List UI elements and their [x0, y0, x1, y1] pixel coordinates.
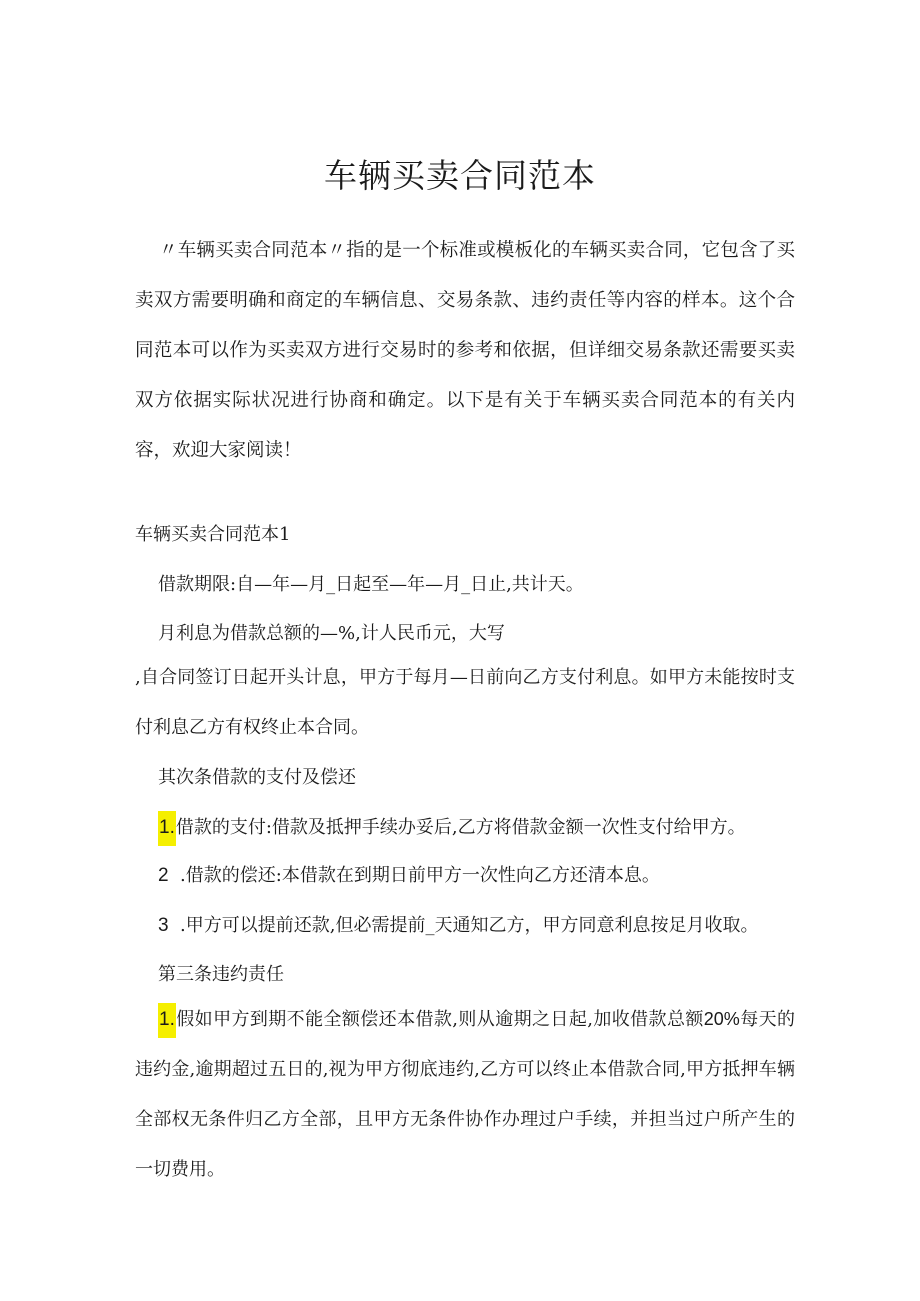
intro-paragraph: 〃车辆买卖合同范本〃指的是一个标准或模板化的车辆买卖合同，它包含了买卖双方需要明确和商定的车辆信息、交易条款、违约责任等内容的样本。这个合同范本可以作为买卖双方进行交易时的参考和依据，但详细交易条款还需要买卖双方依据实际状况进行协商和确定。以下是有关于车辆买卖合同范本的有关内容，欢迎大家阅读！ [135, 240, 795, 461]
document-title: 车辆买卖合同范本 [324, 156, 596, 195]
monthly-interest-line: 月利息为借款总额的—%,计人民币元，大写 [158, 623, 505, 644]
highlighted-number: 1. [158, 1003, 176, 1038]
clause2-item-3 [158, 911, 758, 937]
clause2-item-1 [158, 813, 746, 839]
clause2-heading: 其次条借款的支付及偿还 [158, 767, 356, 788]
clause2-item-2-text: .借款的偿还:本借款在到期日前甲方一次性向乙方还清本息。 [180, 865, 660, 886]
clause3-item-1 [135, 994, 795, 1195]
loan-period-line: 借款期限:自—年—月_日起至—年—月_日止,共计天。 [158, 574, 584, 595]
penalty-percent: 20% [703, 1009, 740, 1029]
clause3-item-1-text-b: 每天的违约金,逾期超过五日的,视为甲方彻底违约,乙方可以终止本借款合同,甲方抵押车辆全部权无条件归乙方全部，且甲方无条件协作办理过户手续，并担当过户所产生的一切费用。 [135, 1009, 796, 1180]
highlighted-number: 1. [158, 811, 176, 846]
item-number: 2 [158, 865, 169, 886]
item-number: 3 [158, 915, 169, 936]
section-heading: 车辆买卖合同范本1 [135, 524, 291, 545]
clause2-item-1-text: 借款的支付:借款及抵押手续办妥后,乙方将借款金额一次性支付给甲方。 [175, 817, 746, 838]
interest-start-paragraph: ,自合同签订日起开头计息，甲方于每月—日前向乙方支付利息。如甲方未能按时支付利息乙方有权终止本合同。 [135, 667, 795, 738]
clause3-item-1-text-a: 假如甲方到期不能全额偿还本借款,则从逾期之日起,加收借款总额 [175, 1009, 704, 1030]
clause2-item-3-text: .甲方可以提前还款,但必需提前_天通知乙方，甲方同意利息按足月收取。 [180, 915, 759, 936]
clause2-item-2 [158, 861, 660, 887]
clause3-heading: 第三条违约责任 [158, 964, 284, 985]
